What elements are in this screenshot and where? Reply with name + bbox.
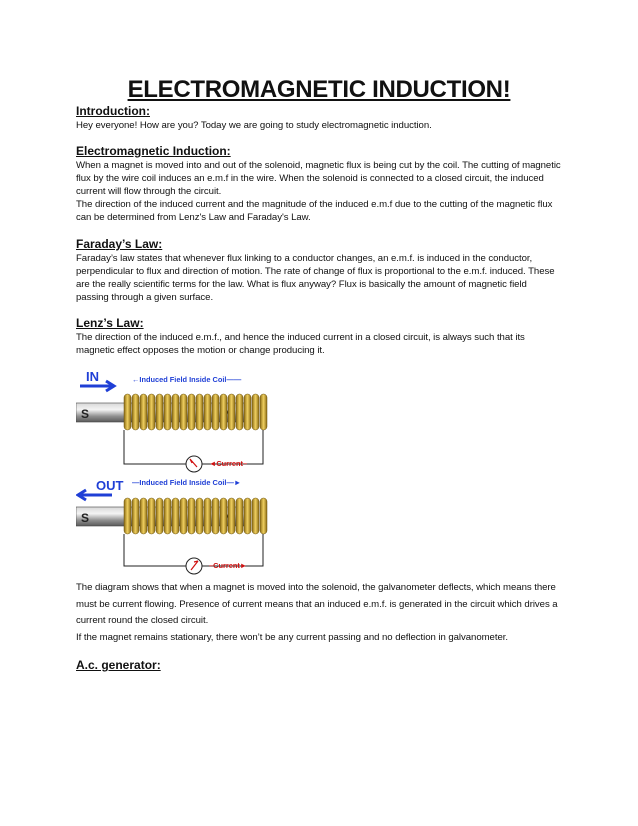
top-current-label: ◄Current– — [209, 459, 248, 468]
top-field-label: ←Induced Field Inside Coil—— — [132, 375, 242, 384]
diagram-explanation-section — [76, 580, 562, 646]
top-south-pole: S — [81, 407, 90, 421]
bottom-field-label: —Induced Field Inside Coil—► — [132, 478, 242, 487]
faradays-law-section — [76, 237, 562, 304]
page-title: ELECTROMAGNETIC INDUCTION! — [127, 76, 511, 103]
diagram-top — [76, 369, 267, 472]
lenzs-law-section — [76, 316, 562, 357]
out-label: OUT — [96, 478, 124, 493]
lenzs-law-text: The direction of the induced e.m.f., and hence the induced current in a closed circuit, is always such that its magnetic effect opposes the motion or change producing it. — [76, 332, 525, 356]
introduction-section — [76, 104, 562, 132]
bottom-current-label: –Current► — [209, 561, 248, 570]
introduction-text: Hey everyone! How are you? Today we are going to study electromagnetic induction. — [76, 120, 432, 131]
in-label: IN — [86, 369, 99, 384]
ac-generator-heading: A.c. generator: — [76, 658, 161, 672]
em-induction-section — [76, 144, 562, 224]
lenzs-law-heading: Lenz’s Law: — [76, 316, 144, 330]
em-induction-paragraph: When a magnet is moved into and out of the solenoid, magnetic flux is being cut by the coil. The cutting of magnetic flux by the wire coil induces an e.m.f in the wire. When the solenoid is connected to a closed circuit, the induced current will flow through the circuit. — [76, 160, 561, 197]
em-induction-heading: Electromagnetic Induction: — [76, 144, 231, 158]
introduction-heading: Introduction: — [76, 104, 150, 118]
diagram-explanation-paragraph: The diagram shows that when a magnet is moved into the solenoid, the galvanometer deflects, which means there must be current flowing. Presence of current means that an induced e.m.f. is generated in the circuit which drives a current round the closed circuit. — [76, 582, 558, 626]
diagram-explanation-paragraph: If the magnet remains stationary, there won’t be any current passing and no deflection in galvanometer. — [76, 631, 508, 643]
em-induction-paragraph: The direction of the induced current and the magnitude of the induced e.m.f due to the cutting of the magnetic flux can be determined from Lenz's Law and Faraday's Law. — [76, 199, 553, 223]
diagram-bottom — [76, 478, 267, 574]
induction-diagram — [76, 366, 286, 576]
ac-generator-section — [76, 658, 562, 673]
bottom-south-pole: S — [81, 511, 90, 525]
faradays-law-text: Faraday’s law states that whenever flux linking to a conductor changes, an e.m.f. is induced in the conductor, perpendicular to flux and direction of motion. The rate of change of flux is proportional to the e.m.f. induced. These are the really scientific terms for the law. What is flux anyway? Flux is basically the amount of magnetic field passing through a given surface. — [76, 253, 555, 303]
faradays-law-heading: Faraday’s Law: — [76, 237, 163, 251]
